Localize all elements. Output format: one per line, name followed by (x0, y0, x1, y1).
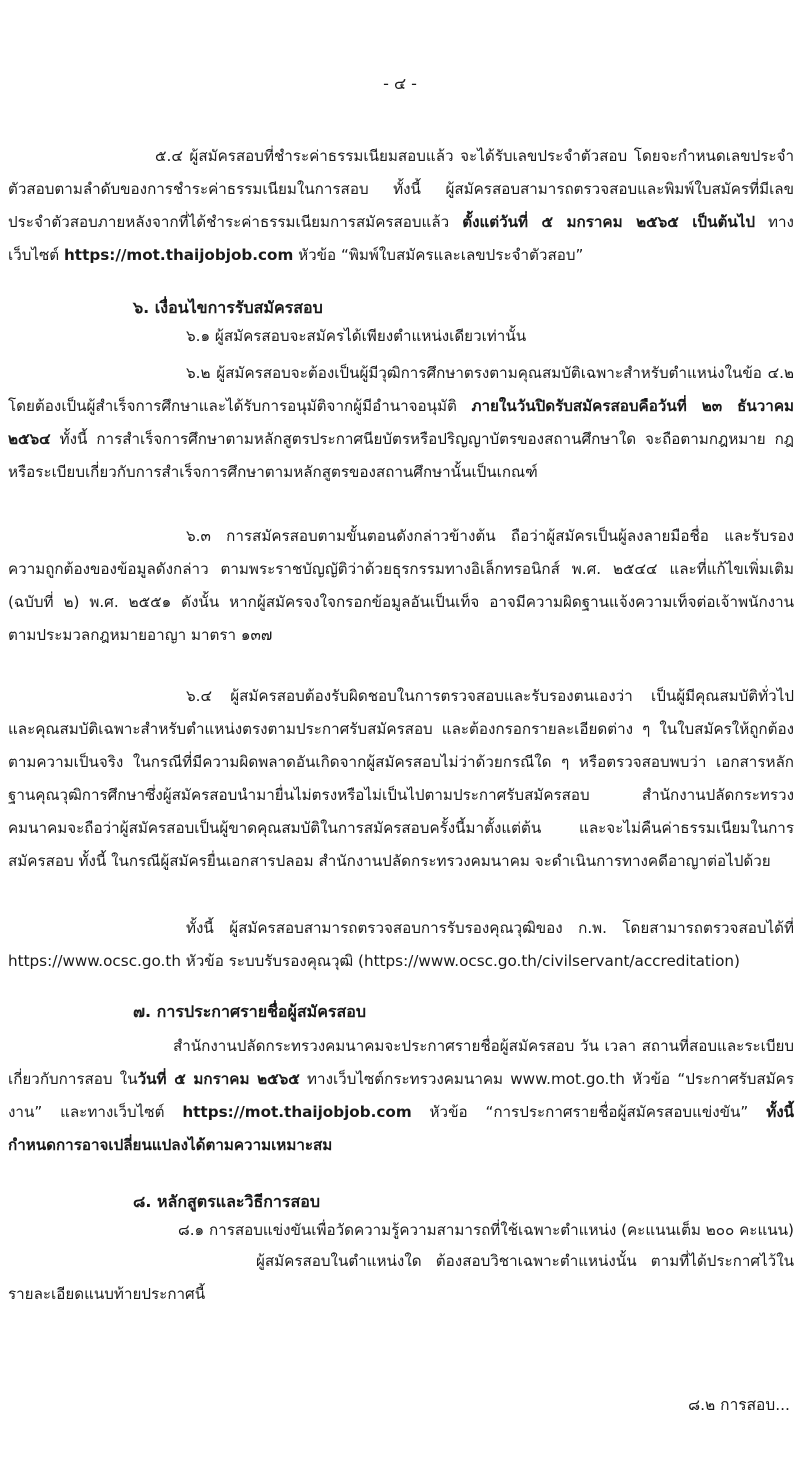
accreditation-note: ทั้งนี้ ผู้สมัครสอบสามารถตรวจสอบการรับรองคุณวุฒิของ ก.พ. โดยสามารถตรวจสอบได้ที่ https://www.ocsc.go.th หัวข้อ ระบบรับรองคุณวุฒิ (https://www.ocsc.go.th/civilservant/accreditation) (8, 919, 794, 970)
section-5-4: ๕.๔ ผู้สมัครสอบที่ชำระค่าธรรมเนียมสอบแล้ว จะได้รับเลขประจำตัวสอบ โดยจะกำหนดเลขประจำตัวสอบตามลำดับของการชำระค่าธรรมเนียมในการสอบ ทั้งนี้ ผู้สมัครสอบสามารถตรวจสอบและพิมพ์ใบสมัครที่มีเลขประจำตัวสอบภายหลังจากที่ได้ชำระค่าธรรมเนียมการสมัครสอบแล้ว ตั้งแต่วันที่ ๕ มกราคม ๒๕๖๕ เป็นต้นไป ทางเว็บไซต์ https://mot.thaijobjob.com หัวข้อ “พิมพ์ใบสมัครและเลขประจำตัวสอบ” (8, 147, 794, 264)
thaijobjob-link-2[interactable]: https://mot.thaijobjob.com (182, 1103, 412, 1121)
page-number: - ๔ - (383, 74, 417, 93)
section-6-1: ๖.๑ ผู้สมัครสอบจะสมัครได้เพียงตำแหน่งเดียวเท่านั้น (186, 327, 527, 345)
section-6-3: ๖.๓ การสมัครสอบตามขั้นตอนดังกล่าวข้างต้น ถือว่าผู้สมัครเป็นผู้ลงลายมือชื่อ และรับรองความถูกต้องของข้อมูลดังกล่าว ตามพระราชบัญญัติว่าด้วยธุรกรรมทางอิเล็กทรอนิกส์ พ.ศ. ๒๕๔๔ และที่แก้ไขเพิ่มเติม (ฉบับที่ ๒) พ.ศ. ๒๕๕๑ ดังนั้น หากผู้สมัครจงใจกรอกข้อมูลอันเป็นเท็จ อาจมีความผิดฐานแจ้งความเท็จต่อเจ้าพนักงาน ตามประมวลกฎหมายอาญา มาตรา ๑๓๗ (8, 527, 794, 644)
section-8-1-title: ๘.๑ การสอบแข่งขันเพื่อวัดความรู้ความสามารถที่ใช้เฉพาะตำแหน่ง (คะแนนเต็ม ๒๐๐ คะแนน) (178, 1221, 794, 1239)
section-7: สำนักงานปลัดกระทรวงคมนาคมจะประกาศรายชื่อผู้สมัครสอบ วัน เวลา สถานที่สอบและระเบียบเกี่ยวกับการสอบ ในวันที่ ๕ มกราคม ๒๕๖๕ ทางเว็บไซต์กระทรวงคมนาคม www.mot.go.th หัวข้อ “ประกาศรับสมัครงาน” และทางเว็บไซต์ https://mot.thaijobjob.com หัวข้อ “การประกาศรายชื่อผู้สมัครสอบแข่งขัน” ทั้งนี้ กำหนดการอาจเปลี่ยนแปลงได้ตามความเหมาะสม (8, 1037, 794, 1154)
continuation-footer: ๘.๒ การสอบ... (688, 1396, 790, 1414)
thaijobjob-link[interactable]: https://mot.thaijobjob.com (64, 246, 294, 264)
heading-section-8: ๘. หลักสูตรและวิธีการสอบ (133, 1192, 321, 1211)
heading-section-7: ๗. การประกาศรายชื่อผู้สมัครสอบ (133, 1002, 367, 1021)
section-8-1-body: ผู้สมัครสอบในตำแหน่งใด ต้องสอบวิชาเฉพาะตำแหน่งนั้น ตามที่ได้ประกาศไว้ในรายละเอียดแนบท้ายประกาศนี้ (8, 1252, 794, 1303)
section-6-2: ๖.๒ ผู้สมัครสอบจะต้องเป็นผู้มีวุฒิการศึกษาตรงตามคุณสมบัติเฉพาะสำหรับตำแหน่งในข้อ ๔.๒ โดยต้องเป็นผู้สำเร็จการศึกษาและได้รับการอนุมัติจากผู้มีอำนาจอนุมัติ ภายในวันปิดรับสมัครสอบคือวันที่ ๒๓ ธันวาคม ๒๕๖๔ ทั้งนี้ การสำเร็จการศึกษาตามหลักสูตรประกาศนียบัตรหรือปริญญาบัตรของสถานศึกษาใด จะถือตามกฎหมาย กฎหรือระเบียบเกี่ยวกับการสำเร็จการศึกษาตามหลักสูตรของสถานศึกษานั้นเป็นเกณฑ์ (8, 364, 794, 481)
section-6-4: ๖.๔ ผู้สมัครสอบต้องรับผิดชอบในการตรวจสอบและรับรองตนเองว่า เป็นผู้มีคุณสมบัติทั่วไปและคุณสมบัติเฉพาะสำหรับตำแหน่งตรงตามประกาศรับสมัครสอบ และต้องกรอกรายละเอียดต่าง ๆ ในใบสมัครให้ถูกต้องตามความเป็นจริง ในกรณีที่มีความผิดพลาดอันเกิดจากผู้สมัครสอบไม่ว่าด้วยกรณีใด ๆ หรือตรวจสอบพบว่า เอกสารหลักฐานคุณวุฒิการศึกษาซึ่งผู้สมัครสอบนำมายื่นไม่ตรงหรือไม่เป็นไปตามประกาศรับสมัครสอบ สำนักงานปลัดกระทรวงคมนาคมจะถือว่าผู้สมัครสอบเป็นผู้ขาดคุณสมบัติในการสมัครสอบครั้งนี้มาตั้งแต่ต้น และจะไม่คืนค่าธรรมเนียมในการสมัครสอบ ทั้งนี้ ในกรณีผู้สมัครยื่นเอกสารปลอม สำนักงานปลัดกระทรวงคมนาคม จะดำเนินการทางคดีอาญาต่อไปด้วย (8, 687, 794, 870)
heading-section-6: ๖. เงื่อนไขการรับสมัครสอบ (133, 298, 323, 317)
